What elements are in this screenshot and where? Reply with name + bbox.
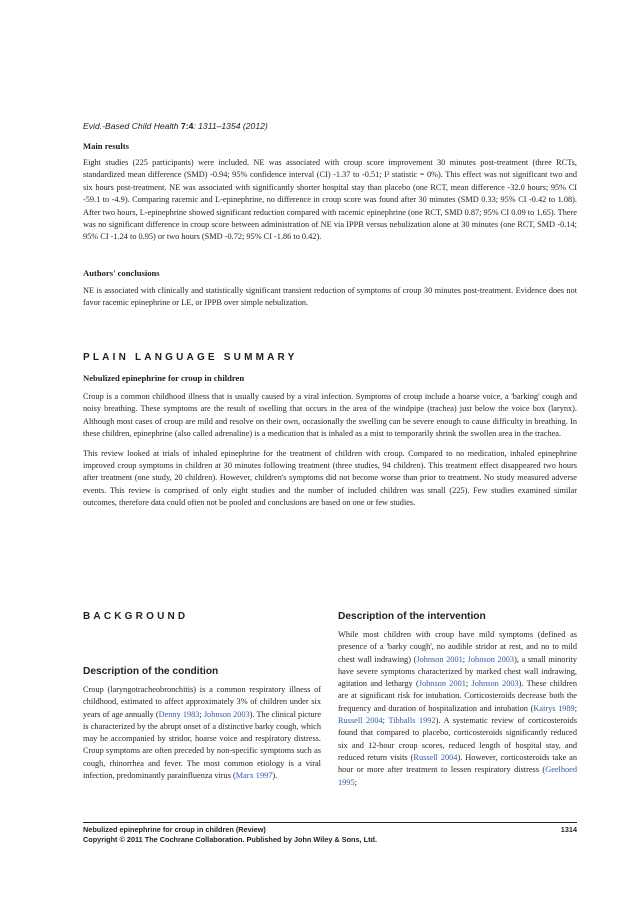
reference-link[interactable]: Johnson 2001 — [416, 654, 463, 664]
journal-volume: 7:4 — [180, 121, 194, 131]
text-run: ; — [354, 777, 357, 787]
reference-link[interactable]: Johnson 2003 — [467, 654, 515, 664]
main-results-section — [83, 141, 577, 244]
reference-link[interactable]: Johnson 2003 — [203, 709, 250, 719]
text-run: ; — [382, 716, 389, 726]
text-run: ), a small minority have severe symptoms characterized by marked chest wall indrawing, agitation and lethargy ( — [338, 654, 577, 689]
authors-conclusions-section — [83, 268, 577, 310]
background-right-column — [338, 611, 577, 789]
plain-language-summary-heading: PLAIN LANGUAGE SUMMARY — [83, 352, 298, 363]
plain-language-paragraph-1: Croup is a common childhood illness that is usually caused by a viral infection. Symptoms of croup include a hoarse voice, a 'barking' cough and noisy breathing. These symptoms are the result of swelling that occurs in the area of the windpipe (trachea) just below the voice box (larynx). Although most cases of croup are mild and resolve on their own, occasionally the swelling can be severe enough to cause difficulty in breathing. In these children, epinephrine (also called adrenaline) is a medication that is inhaled as a mist to temporarily shrink the swollen area in the trachea. — [83, 392, 577, 439]
page — [83, 0, 577, 903]
reference-link[interactable]: Russell 2004 — [413, 752, 458, 762]
intervention-text — [338, 629, 577, 789]
reference-link[interactable]: Marx 1997 — [235, 771, 273, 781]
journal-name: Evid.-Based Child Health — [83, 121, 179, 131]
text-run: ). — [272, 771, 278, 781]
plain-language-summary-title: Nebulized epinephrine for croup in children — [83, 373, 245, 383]
intervention-heading: Description of the intervention — [338, 611, 486, 622]
reference-link[interactable]: Russell 2004 — [338, 716, 383, 726]
text-run: ; — [574, 703, 577, 713]
text-run: ; — [462, 654, 468, 664]
background-left-column — [83, 611, 321, 782]
text-run: ). The clinical picture is characterized by the abrupt onset of a distinctive barky cough, which may be accompanied by stridor, hoarse voice and respiratory distress. Croup symptoms are often preceded by non-specific symptoms such as cough, rhinorrhea and fever. The most common etiology is a viral infection, predominantly parainfluenza virus ( — [83, 709, 321, 781]
page-number: 1314 — [560, 825, 577, 834]
journal-pages: : 1311–1354 (2012) — [193, 121, 268, 131]
main-results-label: Main results — [83, 141, 129, 151]
footer-copyright: Copyright © 2011 The Cochrane Collaboration. Published by John Wiley & Sons, Ltd. — [83, 835, 377, 844]
page-footer — [83, 822, 577, 845]
background-heading: BACKGROUND — [83, 611, 189, 622]
text-run: ; — [199, 709, 204, 719]
authors-conclusions-label: Authors' conclusions — [83, 268, 160, 278]
plain-language-paragraph-2: This review looked at trials of inhaled epinephrine for the treatment of children with croup. Compared to no medication, inhaled epinephrine improved croup symptoms in children at 30 minutes following treatment (three studies, 94 children). This treatment effect disappeared two hours after treatment (one study, 20 children). However, children's symptoms did not become worse than prior to treatment. No study measured adverse events. This review is comprised of only eight studies and the number of included children was small (225). Few studies examined similar outcomes, therefore data could often not be pooled and conclusions are based on one or few studies. — [83, 448, 577, 508]
text-run: ). These children are at significant risk for intubation. Corticosteroids decrease both the frequency and duration of hospitalization and intubation ( — [338, 679, 577, 713]
reference-link[interactable]: Kairys 1989 — [533, 703, 575, 713]
plain-language-summary — [83, 352, 577, 510]
authors-conclusions-text: NE is associated with clinically and statistically significant transient reduction of symptoms of croup 30 minutes post-treatment. Evidence does not favor racemic epinephrine or LE, or IPPB over simple nebulization. — [83, 286, 577, 308]
journal-citation — [83, 121, 268, 131]
condition-heading: Description of the condition — [83, 666, 219, 677]
reference-link[interactable]: Geelhoed 1995 — [338, 765, 577, 787]
condition-text — [83, 684, 321, 782]
text-run: While most children with croup have mild symptoms (defined as presence of a 'barky cough', no audible stridor at rest, and no to mild chest wall indrawing) ( — [338, 630, 577, 664]
footer-review-title: Nebulized epinephrine for croup in children (Review) — [83, 825, 266, 834]
text-run: ). However, corticosteroids take an hour or more after treatment to lessen respiratory distress ( — [338, 752, 577, 775]
text-run: ). A systematic review of corticosteroids found that compared to placebo, corticosteroids significantly reduced six and 12-hour croup scores, reduced length of hospital stay, and reduced return visits ( — [338, 716, 577, 762]
reference-link[interactable]: Denny 1983 — [158, 709, 200, 719]
reference-link[interactable]: Johnson 2001 — [418, 679, 466, 689]
reference-link[interactable]: Tibballs 1992 — [388, 716, 436, 726]
text-run: Croup (laryngotracheobronchitis) is a common respiratory illness of childhood, estimated to affect approximately 3% of children under six years of age annually ( — [83, 685, 321, 719]
text-run: ; — [465, 679, 472, 689]
reference-link[interactable]: Johnson 2003 — [471, 679, 519, 689]
main-results-text: Eight studies (225 participants) were included. NE was associated with croup score improvement 30 minutes post-treatment (three RCTs, standardized mean difference (SMD) -0.94; 95% confidence interval (CI) -1.37 to -0.51; I² statistic = 0%). This effect was not significant two and six hours post-treatment. NE was associated with significantly shorter hospital stay than placebo (one RCT, mean difference -32.0 hours; 95% CI -59.1 to -4.9). Comparing racemic and L-epinephrine, no difference in croup score was found after 30 minutes (SMD 0.33; 95% CI -0.42 to 1.08). After two hours, L-epinephrine showed significant reduction compared with racemic epinephrine (one RCT, SMD 0.87; 95% CI 0.09 to 1.65). There was no significant difference in croup score between administration of NE via IPPB versus nebulization alone at 30 minutes (one RCT, SMD -0.14; 95% CI -1.24 to 0.95) or two hours (SMD -0.72; 95% CI -1.86 to 0.42). — [83, 158, 577, 242]
